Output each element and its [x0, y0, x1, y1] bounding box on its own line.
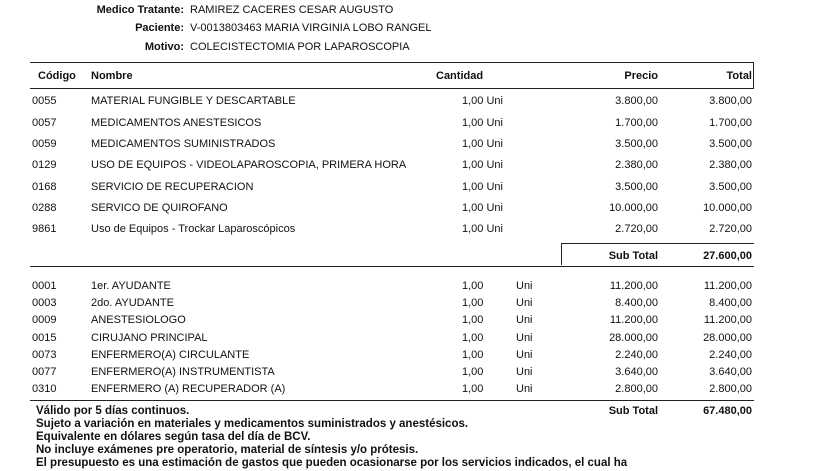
- table-row-code: 9861: [32, 223, 57, 235]
- col-header-price: Precio: [624, 70, 658, 82]
- table-row-qty: 1,00 Uni: [462, 95, 503, 107]
- table-row-total: 10.000,00: [703, 202, 752, 214]
- note-validity: Válido por 5 días continuos.: [36, 405, 190, 417]
- note-estimate: El presupuesto es una estimación de gastos que pueden ocasionarse por los servicios indicados, el cual ha: [36, 457, 628, 469]
- table-row-name: MATERIAL FUNGIBLE Y DESCARTABLE: [91, 95, 296, 107]
- table-row-code: 0129: [32, 159, 57, 171]
- table-row-code: 0057: [32, 117, 57, 129]
- table-row-qty: 1,00: [462, 366, 484, 378]
- subtotal-1-top-border: [561, 243, 754, 244]
- col-header-total: Total: [726, 70, 752, 82]
- table-row-price: 1.700,00: [615, 117, 658, 129]
- table-row-price: 2.720,00: [615, 223, 658, 235]
- table-row-total: 3.500,00: [709, 138, 752, 150]
- table-row-code: 0055: [32, 95, 57, 107]
- table-row-name: USO DE EQUIPOS - VIDEOLAPAROSCOPIA, PRIMERA HORA: [91, 159, 407, 171]
- table-row-qty: 1,00: [462, 349, 484, 361]
- table-row-total: 2.240,00: [709, 349, 752, 361]
- table-row-qty: 1,00 Uni: [462, 159, 503, 171]
- table-row-name: MEDICAMENTOS ANESTESICOS: [91, 117, 262, 129]
- table-row-total: 2.800,00: [709, 383, 752, 395]
- table-row-name: MEDICAMENTOS SUMINISTRADOS: [91, 138, 276, 150]
- table-row-name: 2do. AYUDANTE: [91, 297, 174, 309]
- table-row-price: 11.200,00: [609, 314, 658, 326]
- table-row-qty: 1,00: [462, 297, 484, 309]
- table-row-name: SERVICO DE QUIROFANO: [91, 202, 228, 214]
- table-row-name: ENFERMERO(A) CIRCULANTE: [91, 349, 250, 361]
- table-row-price: 3.800,00: [615, 95, 658, 107]
- table-row-price: 3.500,00: [615, 138, 658, 150]
- table-row-total: 3.800,00: [709, 95, 752, 107]
- note-exclusions: No incluye exámenes pre operatorio, material de síntesis y/o prótesis.: [36, 444, 419, 456]
- doctor-label: Medico Tratante:: [96, 4, 184, 16]
- table-row-price: 10.000,00: [609, 202, 658, 214]
- table-row-unit: Uni: [516, 314, 533, 326]
- table-top-border: [30, 62, 754, 63]
- table-row-qty: 1,00: [462, 332, 484, 344]
- patient-value: V-0013803463 MARIA VIRGINIA LOBO RANGEL: [190, 22, 432, 34]
- subtotal-1-left-border: [561, 243, 562, 265]
- table-row-code: 0077: [32, 366, 57, 378]
- table-row-price: 3.640,00: [615, 366, 658, 378]
- table-row-qty: 1,00 Uni: [462, 138, 503, 150]
- table-row-code: 0009: [32, 314, 57, 326]
- table-row-name: ENFERMERO(A) INSTRUMENTISTA: [91, 366, 275, 378]
- patient-label: Paciente:: [135, 22, 184, 34]
- table-row-total: 11.200,00: [703, 280, 752, 292]
- table-row-total: 2.720,00: [709, 223, 752, 235]
- table-row-unit: Uni: [516, 366, 533, 378]
- table-row-price: 8.400,00: [615, 297, 658, 309]
- table-row-code: 0001: [32, 280, 57, 292]
- table-row-total: 3.500,00: [709, 181, 752, 193]
- table-row-code: 0288: [32, 202, 57, 214]
- col-header-code: Código: [38, 70, 76, 82]
- doctor-value: RAMIREZ CACERES CESAR AUGUSTO: [190, 4, 394, 16]
- table-row-name: ENFERMERO (A) RECUPERADOR (A): [91, 383, 286, 395]
- header-right-border: [753, 62, 754, 89]
- header-bottom-border: [30, 88, 754, 89]
- table-row-qty: 1,00: [462, 280, 484, 292]
- col-header-qty: Cantidad: [436, 70, 484, 82]
- table-row-price: 28.000,00: [609, 332, 658, 344]
- note-currency: Equivalente en dólares según tasa del día de BCV.: [36, 431, 311, 443]
- table-row-code: 0310: [32, 383, 57, 395]
- table-row-unit: Uni: [516, 349, 533, 361]
- section-2-bottom-border: [30, 400, 754, 401]
- table-row-total: 2.380,00: [709, 159, 752, 171]
- table-row-unit: Uni: [516, 280, 533, 292]
- subtotal-2-value: 67.480,00: [703, 405, 752, 417]
- table-row-name: CIRUJANO PRINCIPAL: [91, 332, 208, 344]
- table-row-price: 11.200,00: [609, 280, 658, 292]
- table-row-code: 0168: [32, 181, 57, 193]
- table-row-name: SERVICIO DE RECUPERACION: [91, 181, 254, 193]
- table-row-name: 1er. AYUDANTE: [91, 280, 171, 292]
- table-row-total: 11.200,00: [703, 314, 752, 326]
- reason-label: Motivo:: [144, 41, 184, 53]
- table-row-price: 2.800,00: [615, 383, 658, 395]
- table-row-qty: 1,00 Uni: [462, 117, 503, 129]
- table-row-price: 2.240,00: [615, 349, 658, 361]
- subtotal-2-label: Sub Total: [608, 405, 658, 417]
- table-row-code: 0015: [32, 332, 57, 344]
- table-row-name: Uso de Equipos - Trockar Laparoscópicos: [91, 223, 296, 235]
- subtotal-1-value: 27.600,00: [703, 250, 752, 262]
- table-row-total: 28.000,00: [703, 332, 752, 344]
- section-divider: [30, 266, 754, 267]
- table-row-price: 3.500,00: [615, 181, 658, 193]
- reason-value: COLECISTECTOMIA POR LAPAROSCOPIA: [190, 41, 410, 53]
- note-variation: Sujeto a variación en materiales y medicamentos suministrados y anestésicos.: [36, 418, 469, 430]
- table-row-qty: 1,00: [462, 314, 484, 326]
- col-header-name: Nombre: [91, 70, 133, 82]
- table-row-total: 1.700,00: [709, 117, 752, 129]
- table-row-code: 0003: [32, 297, 57, 309]
- table-row-unit: Uni: [516, 332, 533, 344]
- table-row-total: 3.640,00: [709, 366, 752, 378]
- table-row-code: 0059: [32, 138, 57, 150]
- table-row-qty: 1,00 Uni: [462, 181, 503, 193]
- table-row-unit: Uni: [516, 383, 533, 395]
- table-row-qty: 1,00 Uni: [462, 202, 503, 214]
- table-row-total: 8.400,00: [709, 297, 752, 309]
- table-row-price: 2.380,00: [615, 159, 658, 171]
- table-row-code: 0073: [32, 349, 57, 361]
- table-row-qty: 1,00 Uni: [462, 223, 503, 235]
- table-row-qty: 1,00: [462, 383, 484, 395]
- subtotal-1-label: Sub Total: [608, 250, 658, 262]
- table-row-unit: Uni: [516, 297, 533, 309]
- table-row-name: ANESTESIOLOGO: [91, 314, 186, 326]
